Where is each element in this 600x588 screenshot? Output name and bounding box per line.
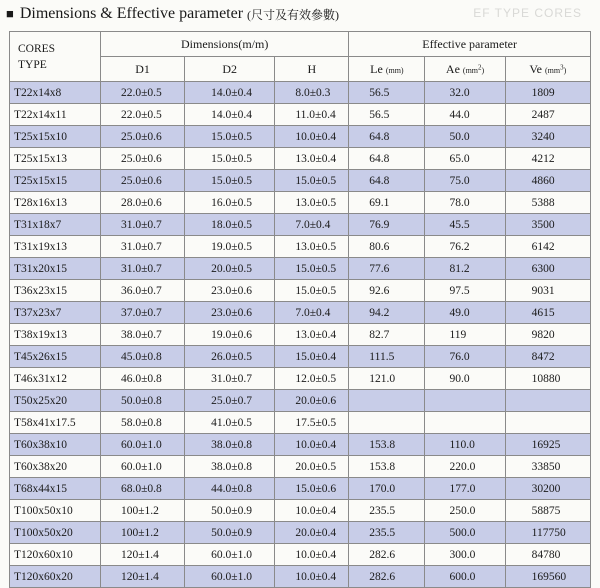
cell-h: 10.0±0.4	[275, 126, 349, 148]
dimensions-table	[9, 31, 591, 588]
cell-d2: 15.0±0.5	[185, 148, 275, 170]
cell-d1: 37.0±0.7	[101, 302, 185, 324]
page-title	[6, 3, 339, 25]
cell-ae: 300.0	[425, 544, 505, 566]
cell-le: 77.6	[349, 258, 425, 280]
table-row	[10, 236, 591, 258]
cell-core-type: T38x19x13	[10, 324, 101, 346]
cell-le: 56.5	[349, 104, 425, 126]
cell-d1: 50.0±0.8	[101, 390, 185, 412]
cell-ae: 220.0	[425, 456, 505, 478]
title-subtitle: (尺寸及有效參數)	[247, 7, 340, 22]
dimensions-group-header: Dimensions(m/m)	[101, 32, 349, 57]
cell-ae: 76.2	[425, 236, 505, 258]
cell-le: 282.6	[349, 544, 425, 566]
cell-d2: 23.0±0.6	[185, 280, 275, 302]
cell-ve: 4212	[505, 148, 590, 170]
cell-ve: 5388	[505, 192, 590, 214]
cell-ae: 500.0	[425, 522, 505, 544]
cell-le	[349, 412, 425, 434]
table-row	[10, 82, 591, 104]
cell-ae: 65.0	[425, 148, 505, 170]
cell-h: 7.0±0.4	[275, 214, 349, 236]
col-header-ae-exponent: 2	[478, 62, 482, 71]
cell-d2: 23.0±0.6	[185, 302, 275, 324]
table-row	[10, 478, 591, 500]
cell-h: 20.0±0.4	[275, 522, 349, 544]
cell-core-type: T58x41x17.5	[10, 412, 101, 434]
cell-d1: 46.0±0.8	[101, 368, 185, 390]
cell-le: 94.2	[349, 302, 425, 324]
table-row	[10, 192, 591, 214]
table-row	[10, 412, 591, 434]
cell-d1: 120±1.4	[101, 566, 185, 588]
cell-h: 10.0±0.4	[275, 500, 349, 522]
col-header-le	[349, 57, 425, 82]
col-header-d2: D2	[185, 57, 275, 82]
cell-h: 13.0±0.5	[275, 192, 349, 214]
cell-le	[349, 390, 425, 412]
cell-core-type: T60x38x20	[10, 456, 101, 478]
cell-ae: 81.2	[425, 258, 505, 280]
cell-d2: 38.0±0.8	[185, 434, 275, 456]
cell-core-type: T120x60x20	[10, 566, 101, 588]
cell-d2: 50.0±0.9	[185, 522, 275, 544]
cell-d2: 19.0±0.6	[185, 324, 275, 346]
cell-h: 13.0±0.4	[275, 148, 349, 170]
cell-ae: 49.0	[425, 302, 505, 324]
table-body	[10, 82, 591, 588]
cell-ve: 9820	[505, 324, 590, 346]
cell-le: 121.0	[349, 368, 425, 390]
cell-h: 13.0±0.5	[275, 236, 349, 258]
cell-d2: 15.0±0.5	[185, 126, 275, 148]
cell-d2: 16.0±0.5	[185, 192, 275, 214]
cell-core-type: T120x60x10	[10, 544, 101, 566]
cell-ve: 3240	[505, 126, 590, 148]
cores-type-header-line2: TYPE	[18, 58, 47, 71]
cell-ve: 2487	[505, 104, 590, 126]
cell-h: 20.0±0.5	[275, 456, 349, 478]
cell-h: 10.0±0.4	[275, 566, 349, 588]
cell-core-type: T36x23x15	[10, 280, 101, 302]
cell-ae	[425, 412, 505, 434]
cell-d1: 25.0±0.6	[101, 148, 185, 170]
cell-d1: 31.0±0.7	[101, 258, 185, 280]
cell-d2: 14.0±0.4	[185, 82, 275, 104]
cell-d1: 60.0±1.0	[101, 456, 185, 478]
col-header-ve-exponent: 3	[560, 62, 564, 71]
cell-core-type: T22x14x8	[10, 82, 101, 104]
table-row	[10, 104, 591, 126]
cell-ve: 6142	[505, 236, 590, 258]
table-row	[10, 456, 591, 478]
table-row	[10, 390, 591, 412]
col-header-ae-unit-open: (mm	[462, 65, 479, 75]
cell-d1: 22.0±0.5	[101, 104, 185, 126]
table-row	[10, 302, 591, 324]
cell-le: 64.8	[349, 126, 425, 148]
cell-d1: 45.0±0.8	[101, 346, 185, 368]
cell-le: 76.9	[349, 214, 425, 236]
cell-core-type: T50x25x20	[10, 390, 101, 412]
cell-d2: 44.0±0.8	[185, 478, 275, 500]
cell-d2: 15.0±0.5	[185, 170, 275, 192]
table-row	[10, 126, 591, 148]
cell-ve: 30200	[505, 478, 590, 500]
cell-ae: 45.5	[425, 214, 505, 236]
watermark-text: EF TYPE CORES	[473, 6, 582, 20]
cell-d2: 41.0±0.5	[185, 412, 275, 434]
cell-le: 235.5	[349, 500, 425, 522]
cell-ve: 84780	[505, 544, 590, 566]
cell-d1: 25.0±0.6	[101, 126, 185, 148]
cell-h: 17.5±0.5	[275, 412, 349, 434]
cell-d1: 100±1.2	[101, 500, 185, 522]
cell-core-type: T100x50x20	[10, 522, 101, 544]
cell-h: 8.0±0.3	[275, 82, 349, 104]
col-header-ve-label: Ve	[529, 61, 543, 76]
cell-h: 11.0±0.4	[275, 104, 349, 126]
cell-d1: 22.0±0.5	[101, 82, 185, 104]
cell-d2: 14.0±0.4	[185, 104, 275, 126]
cell-ve: 6300	[505, 258, 590, 280]
table-row	[10, 500, 591, 522]
cell-h: 15.0±0.6	[275, 478, 349, 500]
cell-ve: 117750	[505, 522, 590, 544]
cell-d2: 31.0±0.7	[185, 368, 275, 390]
table-row	[10, 522, 591, 544]
cell-ae: 44.0	[425, 104, 505, 126]
effective-group-header: Effective parameter	[349, 32, 591, 57]
col-header-le-label: Le	[370, 61, 383, 76]
cell-d1: 31.0±0.7	[101, 236, 185, 258]
cell-ve: 58875	[505, 500, 590, 522]
cell-h: 7.0±0.4	[275, 302, 349, 324]
cell-ve: 169560	[505, 566, 590, 588]
cell-core-type: T31x19x13	[10, 236, 101, 258]
table-row	[10, 544, 591, 566]
cell-d1: 25.0±0.6	[101, 170, 185, 192]
col-header-ae-unit	[462, 62, 485, 75]
cell-core-type: T68x44x15	[10, 478, 101, 500]
cell-h: 10.0±0.4	[275, 544, 349, 566]
cell-d1: 120±1.4	[101, 544, 185, 566]
cell-ae: 50.0	[425, 126, 505, 148]
cell-le: 56.5	[349, 82, 425, 104]
cell-ae: 90.0	[425, 368, 505, 390]
cell-d2: 20.0±0.5	[185, 258, 275, 280]
table-row	[10, 148, 591, 170]
cell-ae: 600.0	[425, 566, 505, 588]
cell-d2: 19.0±0.5	[185, 236, 275, 258]
col-header-h: H	[275, 57, 349, 82]
cell-ve: 9031	[505, 280, 590, 302]
cell-le: 153.8	[349, 456, 425, 478]
cell-core-type: T31x18x7	[10, 214, 101, 236]
title-text: Dimensions & Effective parameter	[19, 5, 244, 22]
col-header-ve-unit	[545, 62, 567, 75]
cell-h: 10.0±0.4	[275, 434, 349, 456]
col-header-ae	[425, 57, 505, 82]
cell-ve	[505, 390, 590, 412]
cell-ve: 16925	[505, 434, 590, 456]
cell-d2: 26.0±0.5	[185, 346, 275, 368]
cell-core-type: T31x20x15	[10, 258, 101, 280]
cell-le: 64.8	[349, 170, 425, 192]
cell-h: 12.0±0.5	[275, 368, 349, 390]
col-header-ae-unit-close: )	[481, 65, 485, 75]
cell-ae: 75.0	[425, 170, 505, 192]
table-row	[10, 258, 591, 280]
cell-h: 15.0±0.5	[275, 170, 349, 192]
cell-core-type: T46x31x12	[10, 368, 101, 390]
col-header-ve-unit-close: )	[563, 65, 567, 75]
cell-ae: 78.0	[425, 192, 505, 214]
cell-core-type: T25x15x13	[10, 148, 101, 170]
col-header-le-unit: (mm)	[385, 65, 404, 75]
cell-ve: 33850	[505, 456, 590, 478]
cell-d2: 25.0±0.7	[185, 390, 275, 412]
cell-h: 13.0±0.4	[275, 324, 349, 346]
table-row	[10, 368, 591, 390]
cell-ae: 97.5	[425, 280, 505, 302]
cell-h: 20.0±0.6	[275, 390, 349, 412]
cell-d1: 58.0±0.8	[101, 412, 185, 434]
cell-d1: 60.0±1.0	[101, 434, 185, 456]
cell-core-type: T25x15x10	[10, 126, 101, 148]
cell-le: 80.6	[349, 236, 425, 258]
cell-le: 282.6	[349, 566, 425, 588]
cell-core-type: T100x50x10	[10, 500, 101, 522]
cell-ve: 3500	[505, 214, 590, 236]
cell-core-type: T22x14x11	[10, 104, 101, 126]
cell-d1: 38.0±0.7	[101, 324, 185, 346]
cell-d1: 100±1.2	[101, 522, 185, 544]
table-row	[10, 170, 591, 192]
cell-h: 15.0±0.5	[275, 258, 349, 280]
cell-le: 64.8	[349, 148, 425, 170]
col-header-ve	[505, 57, 590, 82]
cell-ve: 8472	[505, 346, 590, 368]
cell-d1: 28.0±0.6	[101, 192, 185, 214]
table-row	[10, 434, 591, 456]
cell-le: 153.8	[349, 434, 425, 456]
cell-ve: 1809	[505, 82, 590, 104]
table-row	[10, 214, 591, 236]
cell-d1: 31.0±0.7	[101, 214, 185, 236]
square-bullet-icon: ■	[6, 6, 14, 21]
cell-core-type: T37x23x7	[10, 302, 101, 324]
cell-le: 82.7	[349, 324, 425, 346]
col-header-d1: D1	[101, 57, 185, 82]
cell-ae: 119	[425, 324, 505, 346]
cell-le: 235.5	[349, 522, 425, 544]
table-row	[10, 346, 591, 368]
cores-type-header-line1: CORES	[18, 42, 56, 55]
cell-core-type: T28x16x13	[10, 192, 101, 214]
cell-ae: 32.0	[425, 82, 505, 104]
cell-ve: 10880	[505, 368, 590, 390]
table-row	[10, 324, 591, 346]
cell-ae: 250.0	[425, 500, 505, 522]
cores-type-header	[10, 32, 101, 82]
cell-core-type: T25x15x15	[10, 170, 101, 192]
cell-ve: 4615	[505, 302, 590, 324]
cell-h: 15.0±0.5	[275, 280, 349, 302]
cell-le: 111.5	[349, 346, 425, 368]
cell-le: 92.6	[349, 280, 425, 302]
cell-le: 69.1	[349, 192, 425, 214]
cell-ve	[505, 412, 590, 434]
cell-ae: 110.0	[425, 434, 505, 456]
cell-d1: 68.0±0.8	[101, 478, 185, 500]
cell-d2: 50.0±0.9	[185, 500, 275, 522]
cell-core-type: T60x38x10	[10, 434, 101, 456]
cell-ae: 76.0	[425, 346, 505, 368]
cell-ve: 4860	[505, 170, 590, 192]
cell-d2: 60.0±1.0	[185, 544, 275, 566]
cell-core-type: T45x26x15	[10, 346, 101, 368]
cell-d2: 60.0±1.0	[185, 566, 275, 588]
cell-h: 15.0±0.4	[275, 346, 349, 368]
cell-d2: 18.0±0.5	[185, 214, 275, 236]
cell-ae: 177.0	[425, 478, 505, 500]
col-header-ve-unit-open: (mm	[545, 65, 561, 75]
col-header-ae-label: Ae	[445, 61, 460, 76]
cell-d1: 36.0±0.7	[101, 280, 185, 302]
table-row	[10, 566, 591, 588]
cell-d2: 38.0±0.8	[185, 456, 275, 478]
cell-le: 170.0	[349, 478, 425, 500]
cell-ae	[425, 390, 505, 412]
table-row	[10, 280, 591, 302]
